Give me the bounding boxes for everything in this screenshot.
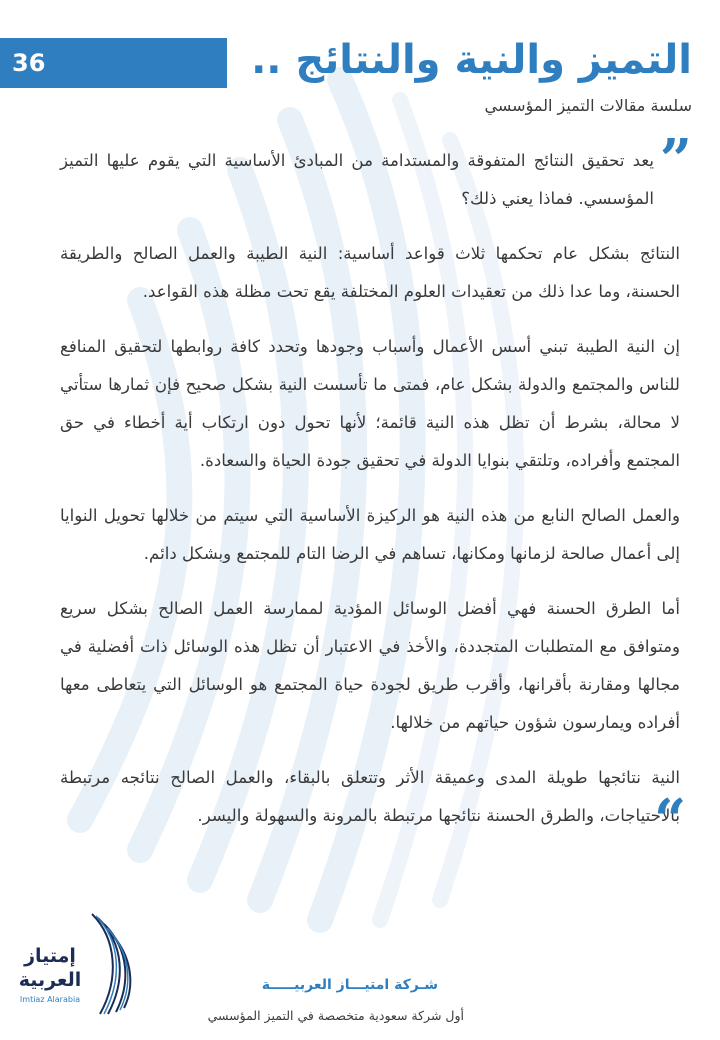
series-subtitle: سلسة مقالات التميز المؤسسي	[484, 96, 692, 115]
quote-close-icon: “	[654, 787, 687, 853]
paragraph: يعد تحقيق النتائج المتفوقة والمستدامة من المبادئ الأساسية التي يقوم عليها التميز المؤسسي. فماذا يعني ذلك؟	[60, 151, 654, 208]
paragraph: النتائج بشكل عام تحكمها ثلاث قواعد أساسية: النية الطيبة والعمل الصالح والطريقة الحسنة، وما عدا ذلك من تعقيدات العلوم المختلفة يقع تحت مظلة هذه القواعد.	[60, 244, 680, 301]
page-title: التميز والنية والنتائج ..	[251, 37, 692, 83]
logo-text-en: Imtiaz Alarabia	[19, 995, 81, 1004]
paragraph: والعمل الصالح النابع من هذه النية هو الركيزة الأساسية التي سيتم من خلالها تحويل النوايا إلى أعمال صالحة لزمانها ومكانها، تساهم في الرضا التام للمجتمع وبشكل دائم.	[60, 506, 680, 563]
quote-open-icon: ”	[659, 127, 692, 193]
logo-text-ar-1: إمتياز	[24, 945, 76, 967]
article-body	[60, 142, 680, 852]
paragraph: إن النية الطيبة تبني أسس الأعمال وأسباب وجودها وتحدد كافة روابطها لتحقيق المنافع للناس والمجتمع والدولة بشكل عام، فمتى ما تأسست النية بشكل صحيح فإن ثمارها ستأتي لا محالة، بشرط أن تظل هذه النية قائمة؛ لأنها تحول دون ارتكاب أية أخطاء في حق المجتمع وأفراده، وتلتقي بنوايا الدولة في تحقيق جودة الحياة والسعادة.	[60, 337, 680, 470]
company-logo	[16, 908, 136, 1018]
company-tagline: أول شركة سعودية متخصصة في التميز المؤسسي	[207, 1008, 464, 1023]
page-number-badge: 36	[0, 38, 227, 88]
logo-text-ar-2: العربية	[18, 969, 82, 991]
paragraph: النية نتائجها طويلة المدى وعميقة الأثر وتتعلق بالبقاء، والعمل الصالح نتائجه مرتبطة بالاحتياجات، والطرق الحسنة نتائجها مرتبطة بالمرونة والسهولة واليسر.	[60, 768, 680, 825]
company-name: شـركة امتيـــاز العربيـــــة	[261, 977, 438, 993]
paragraph: أما الطرق الحسنة فهي أفضل الوسائل المؤدية لممارسة العمل الصالح بشكل سريع ومتوافق مع المتطلبات المتجددة، والأخذ في الاعتبار أن تظل هذه الوسائل ذات أفضلية في مجالها ومقارنة بأقرانها، وأقرب طريق لجودة حياة المجتمع هو الوسائل التي يتعاطى معها أفراده ويمارسون شؤون حياتهم من خلالها.	[60, 599, 680, 732]
